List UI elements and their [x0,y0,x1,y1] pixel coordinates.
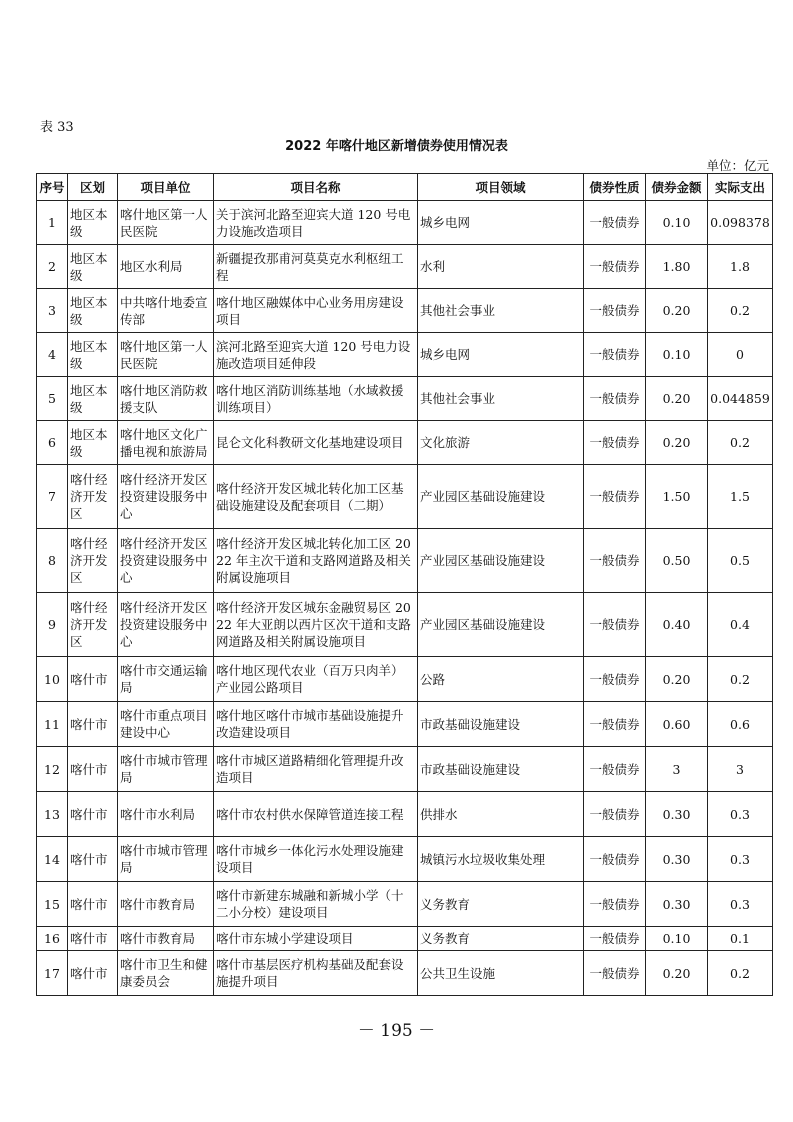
page-number: － 195 － [357,1021,436,1041]
header-project-name: 项目名称 [214,174,418,201]
cell-bond-type: 一般债券 [584,333,646,377]
cell-project-unit: 中共喀什地委宣传部 [118,289,214,333]
cell-region: 喀什市 [68,747,118,792]
cell-project-unit: 喀什地区第一人民医院 [118,201,214,245]
cell-bond-amount: 0.30 [646,792,708,837]
cell-index: 14 [37,837,68,882]
table-row [37,333,773,377]
cell-region: 喀什市 [68,657,118,702]
cell-bond-type: 一般债券 [584,837,646,882]
cell-actual-spending: 0.2 [708,289,773,333]
cell-bond-amount: 0.20 [646,421,708,465]
header-index: 序号 [37,174,68,201]
cell-project-field: 义务教育 [418,882,584,927]
cell-actual-spending: 0.5 [708,529,773,593]
cell-actual-spending: 0.3 [708,837,773,882]
cell-bond-type: 一般债券 [584,245,646,289]
cell-bond-type: 一般债券 [584,377,646,421]
cell-project-unit: 喀什市水利局 [118,792,214,837]
table-row [37,593,773,657]
cell-actual-spending: 0.3 [708,882,773,927]
cell-region: 喀什经济开发区 [68,465,118,529]
cell-actual-spending: 0.098378 [708,201,773,245]
cell-actual-spending: 0.6 [708,702,773,747]
cell-project-name: 喀什市基层医疗机构基础及配套设施提升项目 [214,951,418,996]
cell-bond-type: 一般债券 [584,882,646,927]
cell-project-name: 喀什市城区道路精细化管理提升改造项目 [214,747,418,792]
cell-bond-amount: 0.10 [646,201,708,245]
cell-index: 6 [37,421,68,465]
cell-bond-amount: 0.60 [646,702,708,747]
cell-project-field: 文化旅游 [418,421,584,465]
header-bond-amount: 债券金额 [646,174,708,201]
cell-actual-spending: 0.2 [708,951,773,996]
cell-project-unit: 喀什市卫生和健康委员会 [118,951,214,996]
cell-actual-spending: 0.3 [708,792,773,837]
cell-bond-type: 一般债券 [584,792,646,837]
cell-region: 地区本级 [68,333,118,377]
cell-actual-spending: 0.2 [708,657,773,702]
cell-index: 17 [37,951,68,996]
cell-bond-amount: 0.30 [646,837,708,882]
cell-project-name: 喀什地区喀什市城市基础设施提升改造建设项目 [214,702,418,747]
cell-project-name: 喀什地区融媒体中心业务用房建设项目 [214,289,418,333]
cell-region: 喀什市 [68,702,118,747]
cell-project-name: 喀什经济开发区城东金融贸易区 2022 年大亚朗以西片区次干道和支路网道路及相关附属设施项目 [214,593,418,657]
cell-project-unit: 喀什经济开发区投资建设服务中心 [118,465,214,529]
cell-bond-type: 一般债券 [584,657,646,702]
debt-usage-table [36,173,773,996]
cell-project-name: 喀什市农村供水保障管道连接工程 [214,792,418,837]
cell-project-field: 市政基础设施建设 [418,702,584,747]
table-row [37,927,773,951]
cell-region: 喀什市 [68,927,118,951]
cell-bond-amount: 0.10 [646,927,708,951]
cell-region: 地区本级 [68,245,118,289]
cell-project-field: 产业园区基础设施建设 [418,593,584,657]
cell-project-unit: 喀什市教育局 [118,927,214,951]
cell-bond-amount: 0.50 [646,529,708,593]
cell-project-field: 公路 [418,657,584,702]
cell-bond-amount: 1.50 [646,465,708,529]
cell-project-unit: 喀什地区第一人民医院 [118,333,214,377]
cell-region: 喀什市 [68,792,118,837]
cell-project-unit: 喀什经济开发区投资建设服务中心 [118,593,214,657]
cell-bond-type: 一般债券 [584,702,646,747]
cell-index: 13 [37,792,68,837]
cell-project-unit: 喀什市教育局 [118,882,214,927]
table-row [37,747,773,792]
cell-bond-amount: 0.10 [646,333,708,377]
cell-actual-spending: 0.044859 [708,377,773,421]
cell-project-unit: 喀什地区消防救援支队 [118,377,214,421]
cell-project-field: 供排水 [418,792,584,837]
cell-actual-spending: 3 [708,747,773,792]
cell-index: 9 [37,593,68,657]
cell-bond-type: 一般债券 [584,927,646,951]
table-row [37,289,773,333]
cell-bond-amount: 0.20 [646,289,708,333]
table-row [37,951,773,996]
cell-project-field: 产业园区基础设施建设 [418,465,584,529]
cell-bond-amount: 3 [646,747,708,792]
cell-bond-type: 一般债券 [584,201,646,245]
cell-index: 5 [37,377,68,421]
cell-bond-type: 一般债券 [584,421,646,465]
cell-index: 12 [37,747,68,792]
cell-project-name: 喀什市东城小学建设项目 [214,927,418,951]
cell-bond-type: 一般债券 [584,465,646,529]
cell-project-field: 市政基础设施建设 [418,747,584,792]
table-row [37,837,773,882]
table-row [37,529,773,593]
cell-project-name: 喀什地区现代农业（百万只肉羊）产业园公路项目 [214,657,418,702]
cell-project-field: 其他社会事业 [418,289,584,333]
cell-project-unit: 喀什市城市管理局 [118,747,214,792]
table-row [37,201,773,245]
cell-project-unit: 喀什市交通运输局 [118,657,214,702]
cell-region: 地区本级 [68,421,118,465]
cell-project-unit: 喀什市重点项目建设中心 [118,702,214,747]
cell-project-name: 昆仑文化科教研文化基地建设项目 [214,421,418,465]
header-actual-spending: 实际支出 [708,174,773,201]
cell-project-unit: 喀什地区文化广播电视和旅游局 [118,421,214,465]
table-header-row [37,174,773,201]
cell-project-name: 喀什经济开发区城北转化加工区基础设施建设及配套项目（二期） [214,465,418,529]
cell-actual-spending: 1.8 [708,245,773,289]
cell-project-field: 公共卫生设施 [418,951,584,996]
cell-index: 1 [37,201,68,245]
cell-bond-amount: 0.30 [646,882,708,927]
cell-project-field: 城镇污水垃圾收集处理 [418,837,584,882]
table-row [37,465,773,529]
table-title: 2022 年喀什地区新增债券使用情况表 [285,139,508,154]
cell-bond-type: 一般债券 [584,289,646,333]
cell-project-name: 滨河北路至迎宾大道 120 号电力设施改造项目延伸段 [214,333,418,377]
cell-project-unit: 喀什市城市管理局 [118,837,214,882]
cell-index: 8 [37,529,68,593]
cell-bond-amount: 0.40 [646,593,708,657]
cell-project-name: 喀什地区消防训练基地（水域救援训练项目） [214,377,418,421]
cell-bond-amount: 0.20 [646,377,708,421]
cell-index: 15 [37,882,68,927]
cell-actual-spending: 0 [708,333,773,377]
cell-project-unit: 喀什经济开发区投资建设服务中心 [118,529,214,593]
cell-project-name: 喀什市新建东城融和新城小学（十二小分校）建设项目 [214,882,418,927]
cell-project-field: 其他社会事业 [418,377,584,421]
header-bond-type: 债券性质 [584,174,646,201]
cell-region: 喀什市 [68,882,118,927]
cell-project-field: 城乡电网 [418,201,584,245]
cell-region: 喀什市 [68,837,118,882]
table-body [37,201,773,996]
cell-bond-type: 一般债券 [584,529,646,593]
header-region: 区划 [68,174,118,201]
cell-bond-type: 一般债券 [584,747,646,792]
cell-project-name: 喀什经济开发区城北转化加工区 2022 年主次干道和支路网道路及相关附属设施项目 [214,529,418,593]
cell-project-name: 关于滨河北路至迎宾大道 120 号电力设施改造项目 [214,201,418,245]
cell-bond-amount: 0.20 [646,951,708,996]
cell-index: 7 [37,465,68,529]
cell-index: 11 [37,702,68,747]
cell-region: 喀什经济开发区 [68,529,118,593]
cell-project-name: 喀什市城乡一体化污水处理设施建设项目 [214,837,418,882]
header-project-unit: 项目单位 [118,174,214,201]
cell-index: 4 [37,333,68,377]
cell-region: 地区本级 [68,289,118,333]
table-row [37,245,773,289]
cell-bond-amount: 1.80 [646,245,708,289]
table-row [37,377,773,421]
cell-actual-spending: 1.5 [708,465,773,529]
cell-project-field: 水利 [418,245,584,289]
unit-label: 单位：亿元 [706,158,769,173]
cell-project-field: 城乡电网 [418,333,584,377]
table-row [37,882,773,927]
cell-actual-spending: 0.2 [708,421,773,465]
cell-bond-type: 一般债券 [584,951,646,996]
table-label: 表 33 [40,120,74,135]
cell-project-field: 义务教育 [418,927,584,951]
header-project-field: 项目领域 [418,174,584,201]
cell-index: 2 [37,245,68,289]
table-row [37,792,773,837]
cell-project-name: 新疆提孜那甫河莫莫克水利枢纽工程 [214,245,418,289]
table-row [37,421,773,465]
cell-index: 3 [37,289,68,333]
cell-region: 喀什经济开发区 [68,593,118,657]
cell-actual-spending: 0.4 [708,593,773,657]
cell-region: 地区本级 [68,377,118,421]
cell-region: 喀什市 [68,951,118,996]
cell-actual-spending: 0.1 [708,927,773,951]
cell-index: 16 [37,927,68,951]
table-row [37,657,773,702]
cell-index: 10 [37,657,68,702]
cell-project-unit: 地区水利局 [118,245,214,289]
table-row [37,702,773,747]
cell-bond-type: 一般债券 [584,593,646,657]
cell-region: 地区本级 [68,201,118,245]
cell-bond-amount: 0.20 [646,657,708,702]
cell-project-field: 产业园区基础设施建设 [418,529,584,593]
